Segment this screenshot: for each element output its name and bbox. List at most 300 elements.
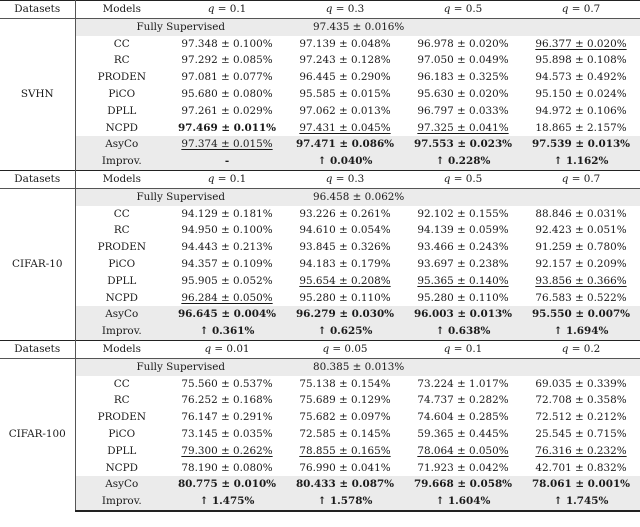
result-cell: [286, 256, 404, 273]
result-cell: [404, 120, 522, 137]
result-cell: [522, 306, 640, 323]
improvement-row: [0, 153, 640, 170]
q-column-header: [404, 340, 522, 358]
model-name: PiCO: [108, 427, 136, 440]
result-cell: [168, 52, 286, 69]
result-value: 95.905 ± 0.052%: [181, 274, 273, 287]
method-row-cc: [0, 376, 640, 393]
result-cell: [522, 120, 640, 137]
result-value: 97.348 ± 0.100%: [181, 37, 273, 50]
result-value: 71.923 ± 0.042%: [417, 461, 509, 474]
model-name: DPLL: [107, 104, 137, 117]
result-value: 92.423 ± 0.051%: [535, 224, 627, 237]
q-column-header: [168, 1, 286, 19]
result-value: 74.737 ± 0.282%: [417, 394, 509, 407]
improvement-value: ↑ 1.578%: [317, 495, 373, 508]
q-equals: =: [214, 172, 230, 185]
result-cell: [168, 86, 286, 103]
section-header-row-cifar-10: [0, 170, 640, 188]
result-cell: [168, 120, 286, 137]
improvement-label: Improv.: [75, 153, 168, 170]
q-column-header: [286, 170, 404, 188]
q-value: 0.5: [465, 172, 483, 185]
improvement-value: ↑ 1.475%: [199, 495, 255, 508]
result-value: 95.150 ± 0.024%: [535, 87, 627, 100]
q-value: 0.7: [583, 172, 601, 185]
improvement-label: Improv.: [75, 323, 168, 340]
result-cell: [286, 460, 404, 477]
fully-supervised-value-text: 97.435 ± 0.016%: [313, 20, 405, 33]
result-value: 94.357 ± 0.109%: [181, 257, 273, 270]
second-best-result-value: 97.374 ± 0.015%: [181, 138, 273, 151]
q-value: 0.7: [583, 3, 601, 15]
improvement-cell: [286, 323, 404, 340]
models-header: Models: [75, 1, 168, 19]
result-cell: [286, 290, 404, 307]
result-cell: [404, 409, 522, 426]
q-value: 0.1: [465, 342, 483, 355]
datasets-header: Datasets: [0, 170, 75, 188]
result-value: 95.280 ± 0.110%: [417, 291, 509, 304]
method-row-dpll: [0, 103, 640, 120]
best-result-value: 80.433 ± 0.087%: [295, 478, 395, 491]
result-cell: [404, 290, 522, 307]
improvement-cell: [286, 493, 404, 511]
result-value: 94.139 ± 0.059%: [417, 224, 509, 237]
second-best-result-value: 96.284 ± 0.050%: [181, 291, 273, 304]
result-cell: [404, 69, 522, 86]
model-name: RC: [113, 394, 130, 407]
best-result-value: 79.668 ± 0.058%: [413, 478, 513, 491]
result-value: 75.689 ± 0.129%: [299, 394, 391, 407]
result-value: 93.697 ± 0.238%: [417, 257, 509, 270]
q-column-header: [522, 340, 640, 358]
result-cell: [168, 256, 286, 273]
section-header-row-cifar-100: [0, 340, 640, 358]
q-value: 0.2: [583, 342, 601, 355]
fully-supervised-value: [286, 358, 640, 375]
result-value: 94.610 ± 0.054%: [299, 224, 391, 237]
second-best-result-value: 97.325 ± 0.041%: [417, 121, 509, 134]
result-value: 59.365 ± 0.445%: [417, 427, 509, 440]
improvement-cell: [404, 323, 522, 340]
models-header: Models: [75, 170, 168, 188]
q-symbol: q: [561, 342, 569, 355]
q-value: 0.1: [229, 3, 247, 15]
fully-supervised-row: [0, 358, 640, 375]
model-name: NCPD: [105, 121, 138, 134]
result-cell: [522, 206, 640, 223]
result-cell: [168, 206, 286, 223]
fully-supervised-value-text: 96.458 ± 0.062%: [313, 190, 405, 203]
q-equals: =: [568, 172, 584, 185]
result-value: 42.701 ± 0.832%: [535, 461, 627, 474]
result-cell: [404, 103, 522, 120]
result-value: 76.252 ± 0.168%: [181, 394, 273, 407]
result-cell: [404, 476, 522, 493]
result-cell: [286, 273, 404, 290]
q-symbol: q: [443, 342, 451, 355]
improvement-cell: [522, 323, 640, 340]
method-row-rc: [0, 392, 640, 409]
best-result-value: 96.003 ± 0.013%: [413, 308, 513, 321]
result-cell: [404, 52, 522, 69]
improvement-row: [0, 323, 640, 340]
result-cell: [404, 306, 522, 323]
q-symbol: q: [207, 172, 215, 185]
result-value: 78.190 ± 0.080%: [181, 461, 273, 474]
result-cell: [522, 103, 640, 120]
best-result-value: 80.775 ± 0.010%: [177, 478, 277, 491]
result-value: 94.183 ± 0.179%: [299, 257, 391, 270]
dataset-name: CIFAR-100: [0, 358, 75, 511]
q-column-header: [286, 1, 404, 19]
result-cell: [286, 52, 404, 69]
model-name: AsyCo: [75, 476, 168, 493]
result-value: 96.183 ± 0.325%: [417, 71, 509, 84]
second-best-result-value: 79.300 ± 0.262%: [181, 444, 273, 457]
datasets-header: Datasets: [0, 340, 75, 358]
fully-supervised-label: Fully Supervised: [75, 188, 286, 205]
q-symbol: q: [325, 3, 333, 15]
result-cell: [168, 443, 286, 460]
method-row-proden: [0, 409, 640, 426]
method-row-cc: [0, 36, 640, 53]
result-cell: [286, 36, 404, 53]
improvement-row: [0, 493, 640, 511]
result-value: 94.950 ± 0.100%: [181, 224, 273, 237]
result-cell: [286, 136, 404, 153]
q-symbol: q: [561, 3, 569, 15]
result-value: 75.560 ± 0.537%: [181, 377, 273, 390]
result-value: 95.585 ± 0.015%: [299, 87, 391, 100]
result-cell: [522, 52, 640, 69]
result-cell: [168, 273, 286, 290]
model-name: PiCO: [108, 87, 136, 100]
method-row-ncpd: [0, 290, 640, 307]
result-cell: [168, 222, 286, 239]
best-result-value: 97.471 ± 0.086%: [295, 138, 395, 151]
result-cell: [522, 86, 640, 103]
q-symbol: q: [322, 342, 330, 355]
model-name: NCPD: [105, 461, 138, 474]
model-name: CC: [113, 207, 130, 220]
q-value: 0.01: [226, 342, 250, 355]
datasets-header: Datasets: [0, 1, 75, 19]
result-cell: [522, 376, 640, 393]
result-value: 88.846 ± 0.031%: [535, 207, 627, 220]
result-value: 97.139 ± 0.048%: [299, 37, 391, 50]
q-value: 0.05: [344, 342, 368, 355]
result-cell: [404, 443, 522, 460]
result-cell: [286, 376, 404, 393]
result-cell: [404, 136, 522, 153]
result-value: 94.443 ± 0.213%: [181, 241, 273, 254]
model-name: PiCO: [108, 257, 136, 270]
result-cell: [404, 36, 522, 53]
result-value: 73.145 ± 0.035%: [181, 427, 273, 440]
improvement-cell: [286, 153, 404, 170]
result-cell: [522, 409, 640, 426]
method-row-rc: [0, 52, 640, 69]
result-value: 95.630 ± 0.020%: [417, 87, 509, 100]
method-row-rc: [0, 222, 640, 239]
result-value: 96.797 ± 0.033%: [417, 104, 509, 117]
q-equals: =: [329, 342, 345, 355]
best-result-value: 96.645 ± 0.004%: [177, 308, 277, 321]
improvement-value: ↑ 1.694%: [553, 325, 609, 338]
second-best-result-value: 95.365 ± 0.140%: [417, 274, 509, 287]
method-row-pico: [0, 86, 640, 103]
improvement-cell: [168, 493, 286, 511]
result-value: 96.445 ± 0.290%: [299, 71, 391, 84]
second-best-result-value: 95.654 ± 0.208%: [299, 274, 391, 287]
q-column-header: [168, 170, 286, 188]
result-value: 18.865 ± 2.157%: [535, 121, 627, 134]
improvement-value: ↑ 0.228%: [435, 155, 491, 168]
second-best-result-value: 76.316 ± 0.232%: [535, 444, 627, 457]
result-cell: [286, 103, 404, 120]
improvement-value: ↑ 1.162%: [553, 155, 609, 168]
result-value: 73.224 ± 1.017%: [417, 377, 509, 390]
q-column-header: [522, 170, 640, 188]
improvement-value: -: [224, 155, 230, 168]
result-value: 92.102 ± 0.155%: [417, 207, 509, 220]
result-cell: [522, 426, 640, 443]
fully-supervised-row: [0, 18, 640, 35]
result-cell: [522, 36, 640, 53]
method-row-pico: [0, 426, 640, 443]
fully-supervised-row: [0, 188, 640, 205]
result-cell: [286, 120, 404, 137]
second-best-result-value: 78.855 ± 0.165%: [299, 444, 391, 457]
dataset-name: CIFAR-10: [0, 188, 75, 340]
model-name: PRODEN: [97, 241, 146, 254]
result-cell: [522, 392, 640, 409]
q-column-header: [404, 1, 522, 19]
result-cell: [168, 36, 286, 53]
result-value: 72.708 ± 0.358%: [535, 394, 627, 407]
method-row-pico: [0, 256, 640, 273]
fully-supervised-label: Fully Supervised: [75, 18, 286, 35]
result-value: 76.990 ± 0.041%: [299, 461, 391, 474]
result-value: 76.147 ± 0.291%: [181, 411, 273, 424]
second-best-result-value: 78.064 ± 0.050%: [417, 444, 509, 457]
result-value: 93.845 ± 0.326%: [299, 241, 391, 254]
result-cell: [168, 306, 286, 323]
section-header-row-svhn: [0, 1, 640, 19]
method-row-proden: [0, 69, 640, 86]
result-cell: [404, 392, 522, 409]
model-name: AsyCo: [75, 306, 168, 323]
improvement-value: ↑ 1.745%: [553, 495, 609, 508]
q-symbol: q: [204, 342, 212, 355]
result-cell: [522, 69, 640, 86]
method-row-proden: [0, 239, 640, 256]
result-cell: [286, 392, 404, 409]
result-value: 75.682 ± 0.097%: [299, 411, 391, 424]
q-value: 0.5: [465, 3, 483, 15]
q-value: 0.1: [229, 172, 247, 185]
models-header: Models: [75, 340, 168, 358]
improvement-cell: [168, 153, 286, 170]
result-value: 93.226 ± 0.261%: [299, 207, 391, 220]
result-value: 25.545 ± 0.715%: [535, 427, 627, 440]
result-cell: [286, 409, 404, 426]
fully-supervised-value: [286, 18, 640, 35]
result-cell: [404, 426, 522, 443]
q-value: 0.3: [347, 172, 365, 185]
result-cell: [168, 426, 286, 443]
best-result-value: 95.550 ± 0.007%: [531, 308, 631, 321]
result-cell: [404, 460, 522, 477]
model-name: RC: [113, 54, 130, 67]
result-cell: [404, 86, 522, 103]
result-value: 94.972 ± 0.106%: [535, 104, 627, 117]
improvement-value: ↑ 0.625%: [317, 325, 373, 338]
fully-supervised-value-text: 80.385 ± 0.013%: [313, 360, 405, 373]
result-cell: [286, 86, 404, 103]
result-value: 74.604 ± 0.285%: [417, 411, 509, 424]
improvement-cell: [522, 493, 640, 511]
result-cell: [168, 69, 286, 86]
result-cell: [404, 273, 522, 290]
result-value: 95.898 ± 0.108%: [535, 54, 627, 67]
result-cell: [286, 306, 404, 323]
result-cell: [522, 476, 640, 493]
result-value: 97.081 ± 0.077%: [181, 71, 273, 84]
result-cell: [404, 376, 522, 393]
model-name: DPLL: [107, 274, 137, 287]
result-cell: [404, 256, 522, 273]
improvement-value: ↑ 1.604%: [435, 495, 491, 508]
improvement-value: ↑ 0.040%: [317, 155, 373, 168]
q-symbol: q: [207, 3, 215, 15]
result-value: 95.680 ± 0.080%: [181, 87, 273, 100]
model-name: CC: [113, 377, 130, 390]
model-name: PRODEN: [97, 71, 146, 84]
result-value: 97.261 ± 0.029%: [181, 104, 273, 117]
method-row-cc: [0, 206, 640, 223]
second-best-result-value: 97.431 ± 0.045%: [299, 121, 391, 134]
q-value: 0.3: [347, 3, 365, 15]
model-name: NCPD: [105, 291, 138, 304]
asyco-row: [0, 476, 640, 493]
method-row-dpll: [0, 443, 640, 460]
result-value: 97.062 ± 0.013%: [299, 104, 391, 117]
result-cell: [522, 239, 640, 256]
q-symbol: q: [443, 3, 451, 15]
result-value: 72.512 ± 0.212%: [535, 411, 627, 424]
improvement-cell: [522, 153, 640, 170]
asyco-row: [0, 136, 640, 153]
result-cell: [168, 392, 286, 409]
q-column-header: [404, 170, 522, 188]
result-cell: [286, 206, 404, 223]
result-value: 72.585 ± 0.145%: [299, 427, 391, 440]
result-cell: [286, 443, 404, 460]
result-value: 91.259 ± 0.780%: [535, 241, 627, 254]
best-result-value: 96.279 ± 0.030%: [295, 308, 395, 321]
model-name: PRODEN: [97, 411, 146, 424]
improvement-cell: [404, 493, 522, 511]
result-cell: [286, 239, 404, 256]
improvement-label: Improv.: [75, 493, 168, 511]
fully-supervised-label: Fully Supervised: [75, 358, 286, 375]
model-name: RC: [113, 224, 130, 237]
result-cell: [168, 103, 286, 120]
result-cell: [404, 239, 522, 256]
q-equals: =: [568, 342, 584, 355]
best-result-value: 97.469 ± 0.011%: [177, 121, 277, 134]
method-row-ncpd: [0, 120, 640, 137]
model-name: AsyCo: [75, 136, 168, 153]
result-cell: [404, 222, 522, 239]
result-cell: [286, 426, 404, 443]
result-value: 94.573 ± 0.492%: [535, 71, 627, 84]
q-equals: =: [332, 172, 348, 185]
result-cell: [522, 222, 640, 239]
result-cell: [522, 136, 640, 153]
result-cell: [404, 206, 522, 223]
result-value: 94.129 ± 0.181%: [181, 207, 273, 220]
result-value: 92.157 ± 0.209%: [535, 257, 627, 270]
result-cell: [168, 460, 286, 477]
q-column-header: [522, 1, 640, 19]
q-symbol: q: [325, 172, 333, 185]
improvement-value: ↑ 0.361%: [199, 325, 255, 338]
dataset-name: SVHN: [0, 18, 75, 170]
result-cell: [168, 136, 286, 153]
q-equals: =: [568, 3, 584, 15]
result-value: 97.243 ± 0.128%: [299, 54, 391, 67]
best-result-value: 97.539 ± 0.013%: [531, 138, 631, 151]
result-cell: [286, 222, 404, 239]
improvement-cell: [404, 153, 522, 170]
asyco-row: [0, 306, 640, 323]
result-cell: [168, 409, 286, 426]
q-column-header: [168, 340, 286, 358]
method-row-dpll: [0, 273, 640, 290]
model-name: DPLL: [107, 444, 137, 457]
q-equals: =: [450, 342, 466, 355]
table-body: [0, 1, 640, 511]
q-equals: =: [332, 3, 348, 15]
result-value: 97.292 ± 0.085%: [181, 54, 273, 67]
result-value: 75.138 ± 0.154%: [299, 377, 391, 390]
result-cell: [286, 69, 404, 86]
second-best-result-value: 96.377 ± 0.020%: [535, 37, 627, 50]
q-symbol: q: [561, 172, 569, 185]
result-value: 93.466 ± 0.243%: [417, 241, 509, 254]
result-cell: [286, 476, 404, 493]
q-equals: =: [214, 3, 230, 15]
result-cell: [522, 460, 640, 477]
fully-supervised-value: [286, 188, 640, 205]
best-result-value: 97.553 ± 0.023%: [413, 138, 513, 151]
result-cell: [522, 290, 640, 307]
result-cell: [168, 290, 286, 307]
method-row-ncpd: [0, 460, 640, 477]
q-equals: =: [450, 3, 466, 15]
result-cell: [522, 256, 640, 273]
second-best-result-value: 93.856 ± 0.366%: [535, 274, 627, 287]
result-value: 95.280 ± 0.110%: [299, 291, 391, 304]
result-value: 97.050 ± 0.049%: [417, 54, 509, 67]
result-value: 69.035 ± 0.339%: [535, 377, 627, 390]
result-cell: [168, 239, 286, 256]
improvement-cell: [168, 323, 286, 340]
